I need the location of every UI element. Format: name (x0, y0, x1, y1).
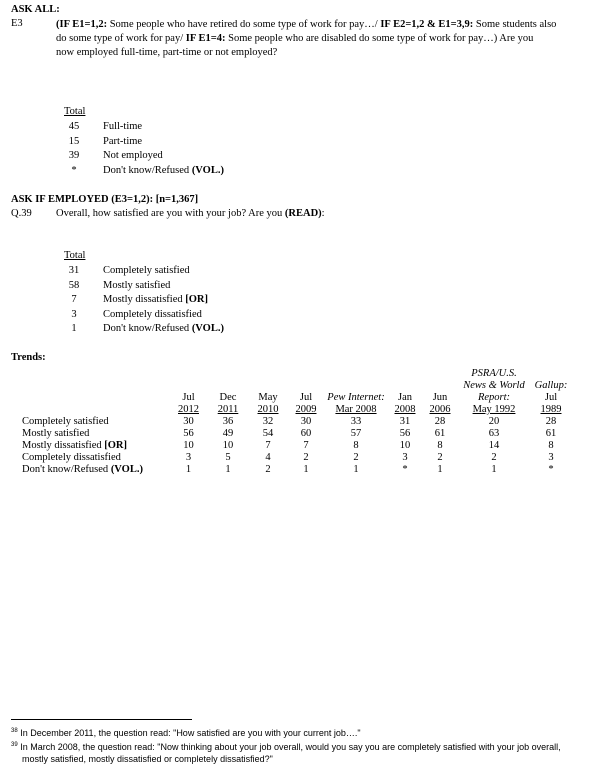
e3-total-header: Total (64, 106, 86, 117)
ask-employed-heading: ASK IF EMPLOYED (E3=1,2): [n=1,367] (11, 194, 199, 205)
column-header-top (249, 368, 287, 380)
trend-row-label (22, 452, 170, 464)
response-label (103, 164, 224, 178)
trend-cell: 1 (185, 464, 192, 475)
column-header-year-text: 2012 (178, 404, 199, 415)
footnote-39 (11, 741, 596, 765)
response-label (103, 264, 190, 278)
header-spacer (22, 380, 170, 392)
trend-cell: 49 (222, 428, 234, 439)
trend-cell: 2 (265, 464, 271, 475)
column-header-year-text: 2010 (257, 404, 279, 415)
trend-cell: 7 (265, 440, 271, 451)
trend-cell: 61 (545, 428, 557, 439)
column-header-year (249, 404, 287, 416)
trend-cell: 1 (303, 464, 309, 475)
trend-row (22, 440, 571, 452)
column-header-month: Jul (299, 392, 313, 403)
trend-row (22, 428, 571, 440)
trend-cell: 36 (222, 416, 234, 427)
column-header-top2 (325, 380, 387, 392)
column-header-year (325, 404, 387, 416)
trend-row-label (22, 464, 170, 476)
column-header-top (170, 368, 207, 380)
read-instruction: (READ) (284, 208, 322, 219)
response-value: 45 (68, 121, 80, 132)
column-header-top (531, 368, 571, 380)
footnote-39-continuation: mostly satisfied, mostly dissatisfied or completely dissatisfied?" (22, 754, 273, 764)
trend-cell: 14 (488, 440, 500, 451)
response-label (103, 279, 170, 293)
column-header-year (170, 404, 207, 416)
footnote-divider (11, 719, 192, 720)
column-header-year (457, 404, 531, 416)
trend-row-label-text: Completely dissatisfied (22, 452, 121, 463)
column-header-year (207, 404, 249, 416)
footnote-38 (11, 727, 596, 739)
column-header-top2 (170, 380, 207, 392)
column-header-top2 (249, 380, 287, 392)
column-header-month: Jul (182, 392, 195, 403)
response-label (103, 120, 142, 134)
column-header-top2 (387, 380, 423, 392)
response-value: 7 (71, 294, 77, 305)
question-text-e3 (56, 18, 591, 60)
column-header-year (287, 404, 325, 416)
question-id-e3: E3 (11, 18, 23, 29)
question-line-3: now employed full-time, part-time or not employed? (56, 47, 278, 58)
trend-cell: 8 (437, 440, 443, 451)
column-header-year-text: Mar 2008 (335, 404, 377, 415)
column-header-year-text: 2008 (394, 404, 416, 415)
column-header-month: Jan (398, 392, 412, 403)
response-value: 58 (68, 279, 80, 291)
trend-cell: 57 (350, 428, 362, 439)
trend-cell: 3 (185, 452, 192, 463)
column-header-top2: News & World (463, 380, 525, 391)
trend-row (22, 416, 571, 428)
column-header-month: Jul (544, 392, 558, 403)
response-value: 15 (68, 135, 80, 147)
question-text-q39 (56, 208, 325, 219)
header-row-1 (22, 368, 571, 380)
filter-2: IF E2=1,2 & E1=3,9: (377, 19, 474, 30)
response-label-text: Completely satisfied (103, 265, 190, 276)
question-line-1 (56, 18, 591, 32)
trends-heading: Trends: (11, 352, 46, 363)
trend-cell: 10 (222, 440, 234, 451)
trend-cell: 1 (491, 464, 497, 475)
trend-row-label (22, 440, 170, 452)
trend-cell: 7 (303, 440, 309, 451)
column-header-year-text: May 1992 (472, 404, 516, 415)
header-spacer (22, 404, 170, 416)
trend-cell: 61 (434, 428, 446, 439)
trend-cell: 56 (183, 428, 194, 439)
response-label-text: Completely dissatisfied (103, 308, 202, 320)
trend-cell: 3 (548, 452, 554, 463)
response-value: * (71, 164, 77, 176)
column-header-year-text: 2006 (429, 404, 451, 415)
column-header-month: Report: (477, 392, 511, 403)
response-value: 1 (71, 323, 77, 334)
response-label-text: Full-time (103, 121, 143, 132)
trend-cell: 33 (350, 416, 362, 427)
response-value: 31 (68, 265, 80, 276)
column-header-year-text: 2011 (217, 404, 239, 415)
filter-1: (IF E1=1,2: (56, 19, 108, 30)
trend-cell: 2 (353, 452, 359, 463)
filter-3: IF E1=4: (183, 33, 226, 44)
header-row-3 (22, 392, 571, 404)
trend-row-label-text: Mostly dissatisfied (22, 440, 105, 451)
question-line-2 (56, 32, 591, 46)
column-header-month: Pew Internet: (327, 392, 385, 403)
text-line-2: do some type of work for pay/ (56, 33, 184, 44)
header-row-2 (22, 380, 571, 392)
column-header-month: Jun (432, 392, 448, 403)
header-row-4 (22, 404, 571, 416)
column-header-month: May (258, 392, 278, 403)
footnote-39-text: In March 2008, the question read: "Now thinking about your job overall, would you say you are completely satisfied with your job overall, (17, 742, 561, 752)
trend-cell: 3 (402, 452, 408, 463)
trend-cell: 10 (183, 440, 194, 451)
trend-cell: 30 (183, 416, 194, 427)
response-label-text: Mostly dissatisfied (103, 294, 186, 305)
column-header-top: PSRA/U.S. (471, 368, 517, 379)
column-header-top (287, 368, 325, 380)
trend-cell: 54 (262, 428, 274, 439)
column-header-year (531, 404, 571, 416)
trend-cell: 1 (353, 464, 359, 475)
response-label-text: Mostly satisfied (103, 279, 171, 291)
response-bold-tag: (VOL.) (191, 323, 224, 334)
trend-cell: 20 (488, 416, 500, 427)
trend-row-label (22, 428, 170, 440)
column-header-top (387, 368, 423, 380)
trend-cell: 2 (437, 452, 443, 463)
response-label-text: Don't know/Refused (103, 323, 192, 334)
text-4: Are you (497, 33, 534, 44)
q39-text: Overall, how satisfied are you with your job? Are you (56, 208, 285, 219)
trend-cell: 10 (399, 440, 411, 451)
response-label (103, 149, 163, 163)
text-1: Some people who have retired do some type of work for pay…/ (107, 19, 378, 30)
trend-cell: 56 (399, 428, 411, 439)
trend-cell: 28 (434, 416, 446, 427)
response-value: 3 (71, 308, 77, 320)
column-header-top (207, 368, 249, 380)
response-vol-tag: (VOL.) (191, 164, 224, 176)
trend-cell: 5 (225, 452, 231, 463)
trend-cell: 60 (300, 428, 312, 439)
trend-row-label-text: Completely satisfied (22, 416, 109, 427)
trend-cell: 63 (488, 428, 500, 439)
trend-cell: 31 (399, 416, 411, 427)
column-header-year (387, 404, 423, 416)
trend-cell: 8 (353, 440, 359, 451)
trend-cell: 2 (491, 452, 497, 463)
trend-cell: 2 (303, 452, 309, 463)
header-spacer (22, 392, 170, 404)
response-label (103, 322, 224, 336)
trend-cell: 1 (225, 464, 231, 475)
trend-cell: 8 (548, 440, 554, 451)
column-header-top2 (287, 380, 325, 392)
column-header-year-text: 2009 (295, 404, 317, 415)
question-id-q39: Q.39 (11, 208, 32, 219)
response-label (103, 308, 202, 322)
trend-row-bold-tag: [OR] (104, 440, 128, 451)
response-label-text: Don't know/Refused (103, 164, 192, 176)
response-label-text: Not employed (103, 150, 163, 161)
text-2: Some students also (473, 19, 557, 30)
trend-cell: 30 (300, 416, 312, 427)
column-header-year (423, 404, 457, 416)
column-header-year-text: 1989 (540, 404, 562, 415)
footnote-38-text: In December 2011, the question read: "How satisfied are you with your current job…." (17, 728, 361, 738)
response-bold-tag: [OR] (185, 294, 209, 305)
footnote-38-number: 38 (11, 728, 18, 734)
column-header-top (325, 368, 387, 380)
trend-row-bold-tag: (VOL.) (110, 464, 143, 475)
trend-cell: * (548, 464, 554, 475)
trend-row-label (22, 416, 170, 428)
response-value: 39 (68, 150, 80, 161)
q39-colon: : (321, 208, 325, 219)
trend-row-label-text: Mostly satisfied (22, 428, 90, 439)
trend-cell: 32 (262, 416, 274, 427)
q39-total-header: Total (64, 250, 86, 261)
trend-table (22, 368, 571, 476)
trend-row (22, 452, 571, 464)
trend-cell: 28 (545, 416, 557, 427)
header-spacer (22, 368, 170, 380)
column-header-top2: Gallup: (534, 380, 568, 391)
response-label (103, 293, 208, 307)
trend-row-label-text: Don't know/Refused (22, 464, 111, 475)
response-label (103, 135, 142, 149)
trend-cell: 1 (437, 464, 443, 475)
column-header-top (423, 368, 457, 380)
ask-all-heading: ASK ALL: (11, 4, 60, 15)
column-header-top2 (423, 380, 457, 392)
column-header-month: Dec (219, 392, 237, 403)
trend-cell: 4 (265, 452, 271, 463)
trend-cell: * (402, 464, 408, 475)
text-3: Some people who are disabled do some type of work for pay…) (225, 33, 498, 44)
response-label-text: Part-time (103, 135, 143, 147)
trend-row (22, 464, 571, 476)
footnote-39-number: 39 (11, 742, 18, 748)
column-header-top2 (207, 380, 249, 392)
